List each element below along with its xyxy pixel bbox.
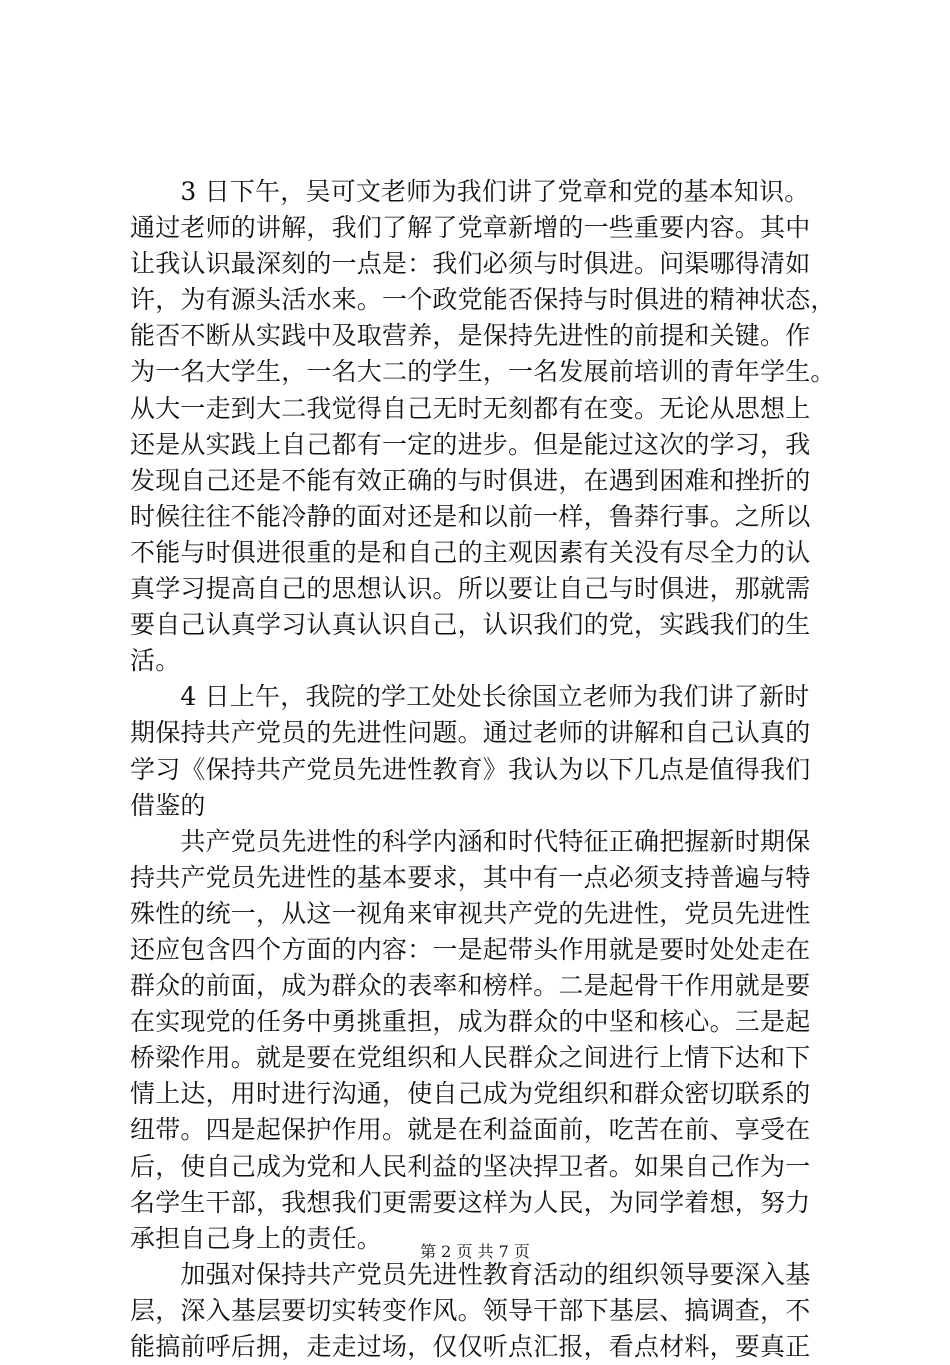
text-line: 借鉴的 — [130, 790, 206, 820]
text-line: 名学生干部，我想我们更需要这样为人民，为同学着想，努力 — [130, 1187, 811, 1217]
text-line: 为一名大学生，一名大二的学生，一名发展前培训的青年学生。 — [130, 357, 836, 387]
text-line: 不能与时俱进很重的是和自己的主观因素有关没有尽全力的认 — [130, 537, 811, 567]
text-line: 活。 — [130, 646, 181, 676]
text-line: 许，为有源头活水来。一个政党能否保持与时俱进的精神状态， — [130, 285, 836, 315]
text-line: 能否不断从实践中及取营养，是保持先进性的前提和关键。作 — [130, 321, 811, 351]
text-line: 时候往往不能冷静的面对还是和以前一样，鲁莽行事。之所以 — [130, 501, 811, 531]
text-line: 在实现党的任务中勇挑重担，成为群众的中坚和核心。三是起 — [130, 1007, 811, 1037]
text-line: 从大一走到大二我觉得自己无时无刻都有在变。无论从思想上 — [130, 393, 811, 423]
text-line: 持共产党员先进性的基本要求，其中有一点必须支持普遍与特 — [130, 862, 811, 892]
body-text — [130, 174, 850, 1365]
text-line: 共产党员先进性的科学内涵和时代特征正确把握新时期保 — [130, 826, 811, 856]
text-line: 通过老师的讲解，我们了解了党章新增的一些重要内容。其中 — [130, 213, 811, 243]
text-line: 情上达，用时进行沟通，使自己成为党组织和群众密切联系的 — [130, 1079, 811, 1109]
text-line: 纽带。四是起保护作用。就是在利益面前，吃苦在前、享受在 — [130, 1115, 811, 1145]
text-line: 让我认识最深刻的一点是：我们必须与时俱进。问渠哪得清如 — [130, 249, 811, 279]
text-line: 能搞前呼后拥，走走过场，仅仅听点汇报，看点材料，要真正 — [130, 1332, 811, 1361]
text-line: 群众的前面，成为群众的表率和榜样。二是起骨干作用就是要 — [130, 971, 811, 1001]
text-line: 3 日下午，吴可文老师为我们讲了党章和党的基本知识。 — [130, 177, 810, 206]
text-line: 发现自己还是不能有效正确的与时俱进，在遇到困难和挫折的 — [130, 465, 811, 495]
text-line: 层，深入基层要切实转变作风。领导干部下基层、搞调查，不 — [130, 1295, 811, 1325]
text-line: 4 日上午，我院的学工处处长徐国立老师为我们讲了新时 — [130, 682, 810, 712]
text-line: 桥梁作用。就是要在党组织和人民群众之间进行上情下达和下 — [130, 1043, 811, 1073]
text-line: 要自己认真学习认真认识自己，认识我们的党，实践我们的生 — [130, 610, 811, 640]
text-line: 承担自己身上的责任。 — [130, 1223, 383, 1253]
text-line: 还是从实践上自己都有一定的进步。但是能过这次的学习，我 — [130, 429, 811, 459]
text-line: 期保持共产党员的先进性问题。通过老师的讲解和自己认真的 — [130, 718, 811, 748]
text-line: 殊性的统一，从这一视角来审视共产党的先进性，党员先进性 — [130, 898, 811, 928]
text-line: 真学习提高自己的思想认识。所以要让自己与时俱进，那就需 — [130, 574, 811, 604]
text-line: 加强对保持共产党员先进性教育活动的组织领导要深入基 — [130, 1259, 811, 1289]
text-line: 后，使自己成为党和人民利益的坚决捍卫者。如果自己作为一 — [130, 1151, 811, 1181]
page-footer: 第 2 页 共 7 页 — [420, 1242, 530, 1261]
text-line: 还应包含四个方面的内容：一是起带头作用就是要时处处走在 — [130, 934, 811, 964]
text-line: 学习《保持共产党员先进性教育》我认为以下几点是值得我们 — [130, 754, 811, 784]
